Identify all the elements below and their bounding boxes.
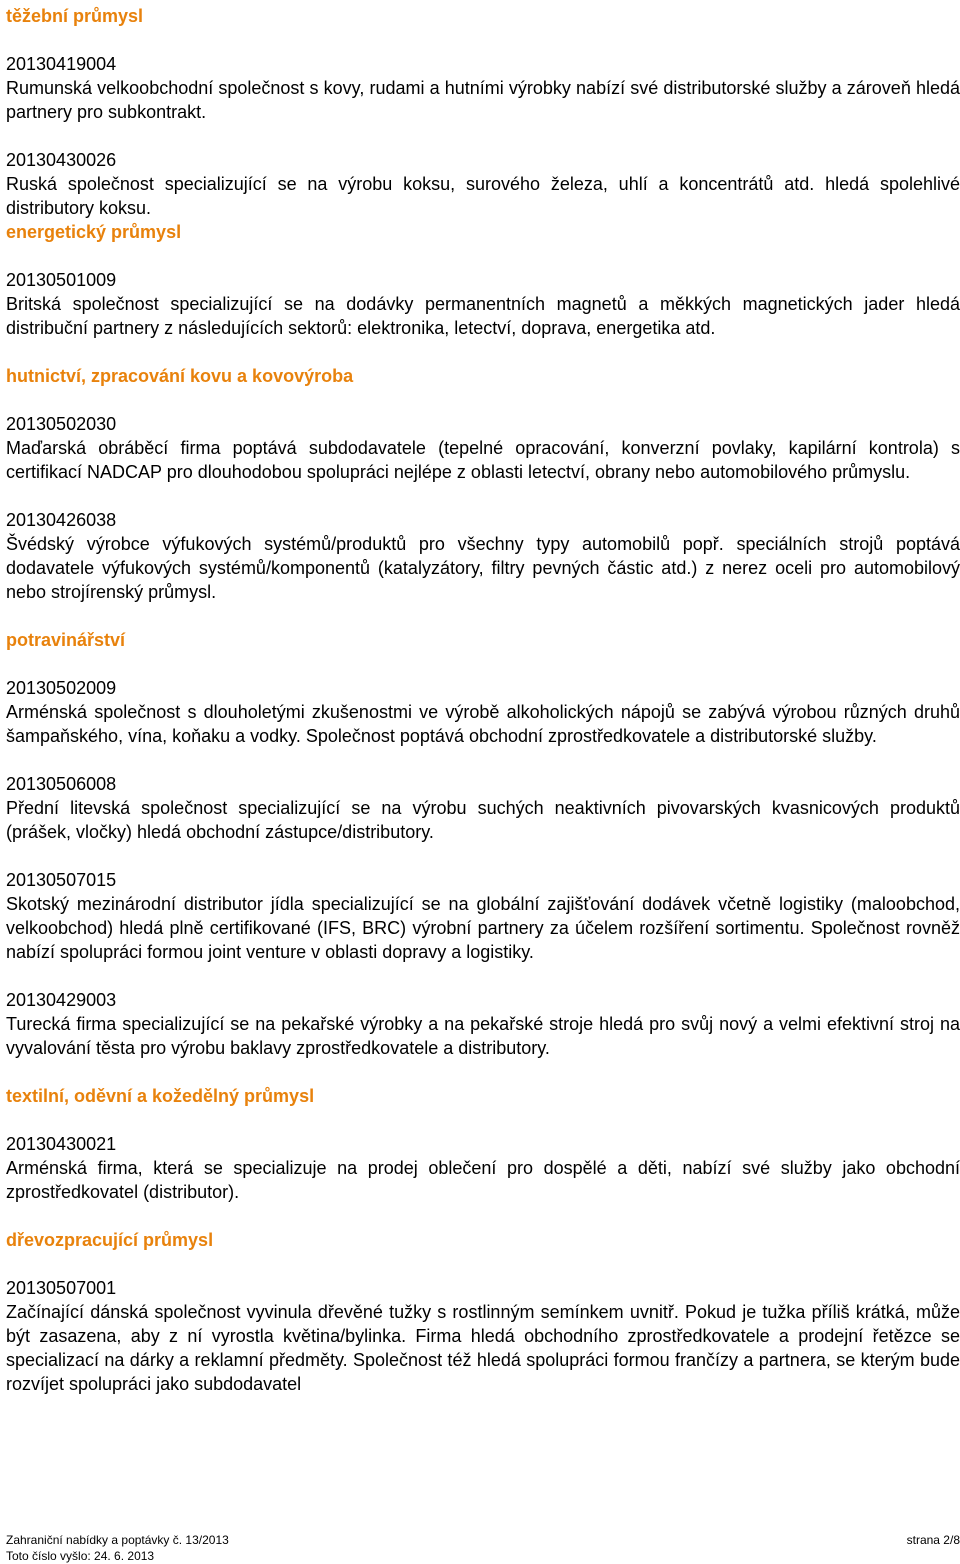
footer-page-number: strana 2/8	[906, 1533, 960, 1547]
offer-item	[6, 148, 960, 220]
section-metallurgy	[6, 364, 960, 604]
offer-id: 20130429003	[6, 990, 117, 1010]
offer-id: 20130430021	[6, 1134, 117, 1154]
offer-id: 20130502009	[6, 678, 117, 698]
page-footer	[6, 1532, 960, 1564]
footer-publication: Zahraniční nabídky a poptávky č. 13/2013	[6, 1533, 229, 1547]
offer-text: Arménská firma, která se specializuje na prodej oblečení pro dospělé a děti, nabízí své služby jako obchodní zprostředkovatel (distributor).	[6, 1158, 960, 1202]
offer-text: Začínající dánská společnost vyvinula dřevěné tužky s rostlinným semínkem uvnitř. Pokud je tužka příliš krátká, může být zasazena, aby z ní vyrostla květina/bylinka. Firma hledá obchodního zprostředkovatele a prodejní řetězce se specializací na dárky a reklamní předměty. Společnost též hledá spolupráci formou frančízy a partnera, se kterým bude rozvíjet spolupráci jako subdodavatel	[6, 1302, 960, 1394]
offer-item	[6, 772, 960, 844]
section-heading: textilní, oděvní a kožedělný průmysl	[6, 1086, 315, 1106]
offer-text: Arménská společnost s dlouholetými zkušenostmi ve výrobě alkoholických nápojů se zabývá výrobou různých druhů šampaňského, vína, koňaku a vodky. Společnost poptává obchodní zprostředkovatele a distributorské služby.	[6, 702, 960, 746]
offer-text: Švédský výrobce výfukových systémů/produktů pro všechny typy automobilů popř. speciálních strojů poptává dodavatele výfukových systémů/komponentů (katalyzátory, filtry pevných částic atd.) z nerez oceli pro automobilový nebo strojírenský průmysl.	[6, 534, 960, 602]
section-heading: energetický průmysl	[6, 222, 182, 242]
offer-id: 20130501009	[6, 270, 117, 290]
offer-id: 20130507001	[6, 1278, 117, 1298]
offer-item	[6, 412, 960, 484]
offer-id: 20130430026	[6, 150, 117, 170]
offer-item	[6, 508, 960, 604]
offer-text: Ruská společnost specializující se na výrobu koksu, surového železa, uhlí a koncentrátů atd. hledá spolehlivé distributory koksu.	[6, 174, 960, 218]
offer-text: Turecká firma specializující se na pekařské výrobky a na pekařské stroje hledá pro svůj nový a velmi efektivní stroj na vyvalování těsta pro výrobu baklavy zprostředkovatele a distributory.	[6, 1014, 960, 1058]
offer-id: 20130419004	[6, 54, 117, 74]
document-page	[6, 4, 960, 1420]
offer-text: Skotský mezinárodní distributor jídla specializující se na globální zajišťování dodávek včetně logistiky (maloobchod, velkoobchod) hledá plně certifikované (IFS, BRC) výrobní partnery za účelem rozšíření sortimentu. Společnost rovněž nabízí spolupráci formou joint venture v oblasti dopravy a logistiky.	[6, 894, 960, 962]
offer-text: Maďarská obráběcí firma poptává subdodavatele (tepelné opracování, konverzní povlaky, kapilární kontrola) s certifikací NADCAP pro dlouhodobou spolupráci nejlépe z oblasti letectví, obrany nebo automobilového průmyslu.	[6, 438, 960, 482]
section-mining	[6, 4, 960, 220]
offer-id: 20130506008	[6, 774, 117, 794]
offer-text: Rumunská velkoobchodní společnost s kovy, rudami a hutními výrobky nabízí své distributorské služby a zároveň hledá partnery pro subkontrakt.	[6, 78, 960, 122]
offer-item	[6, 268, 960, 340]
section-heading: těžební průmysl	[6, 6, 144, 26]
offer-text: Britská společnost specializující se na dodávky permanentních magnetů a měkkých magnetických jader hledá distribuční partnery z následujících sektorů: elektronika, letectví, doprava, energetika atd.	[6, 294, 960, 338]
offer-item	[6, 988, 960, 1060]
offer-id: 20130502030	[6, 414, 117, 434]
section-energy	[6, 220, 960, 340]
section-heading: hutnictví, zpracování kovu a kovovýroba	[6, 366, 354, 386]
section-woodworking	[6, 1228, 960, 1396]
offer-item	[6, 868, 960, 964]
footer-issue-date: Toto číslo vyšlo: 24. 6. 2013	[6, 1549, 155, 1563]
offer-id: 20130426038	[6, 510, 117, 530]
offer-id: 20130507015	[6, 870, 117, 890]
section-heading: dřevozpracující průmysl	[6, 1230, 214, 1250]
section-textile	[6, 1084, 960, 1204]
offer-item	[6, 1132, 960, 1204]
section-heading: potravinářství	[6, 630, 126, 650]
offer-item	[6, 52, 960, 124]
section-food	[6, 628, 960, 1060]
offer-item	[6, 1276, 960, 1396]
offer-item	[6, 676, 960, 748]
offer-text: Přední litevská společnost specializující se na výrobu suchých neaktivních pivovarských kvasnicových produktů (prášek, vločky) hledá obchodní zástupce/distributory.	[6, 798, 960, 842]
